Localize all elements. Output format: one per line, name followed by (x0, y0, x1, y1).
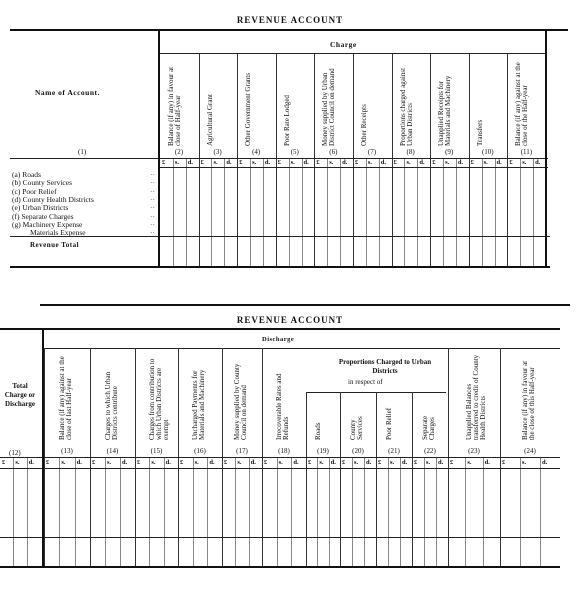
rule (436, 457, 437, 566)
rule (40, 304, 570, 306)
unit-label: £ (264, 459, 268, 466)
rule (533, 158, 534, 266)
rule (327, 158, 328, 266)
top-col-header-2: Balance (if any) in favour at close of Half-year (167, 66, 182, 146)
rule (412, 392, 413, 566)
unit-label: £ (162, 159, 166, 166)
rule (340, 158, 341, 266)
bottom-col-num-19: (19) (317, 447, 329, 455)
rule (417, 158, 418, 266)
top-col-header-11: Balance (if any) against at the close of the Half-year (514, 62, 530, 146)
row-leader: ·· (150, 170, 155, 179)
rule (160, 167, 548, 168)
rule (207, 457, 208, 566)
proportions-header: Proportions Charged to Urban Districts (338, 358, 432, 375)
top-col-header-8: Proportions charged against Urban Districts (398, 67, 414, 146)
unit-label: £ (239, 159, 243, 166)
rule (353, 54, 354, 266)
rule (164, 457, 165, 566)
bottom-col-num-17: (17) (236, 447, 248, 455)
bottom-col-num-22: (22) (424, 447, 436, 455)
bottom-col-num-21: (21) (388, 447, 400, 455)
rule (120, 457, 121, 566)
unit-label: £ (308, 459, 312, 466)
unit-label: £ (414, 459, 418, 466)
unit-label: d. (303, 159, 309, 166)
top-col-num-7: (7) (367, 148, 377, 156)
row-leader: ·· (150, 186, 155, 196)
top-col-num-9: (9) (445, 148, 454, 156)
rule (540, 457, 541, 566)
bottom-col-header-19: Roads (314, 422, 322, 440)
bottom-col-header-21: Poor Relief (385, 407, 393, 440)
unit-label: s. (522, 159, 527, 166)
account-row-0: (a) Roads (12, 170, 41, 179)
unit-label: £ (342, 459, 346, 466)
unit-label: d. (122, 459, 128, 466)
unit-label: £ (470, 159, 475, 166)
unit-label: d. (380, 159, 386, 166)
rule (507, 54, 508, 266)
rule (302, 158, 303, 266)
rule (424, 457, 425, 566)
unit-label: s. (329, 159, 334, 166)
rule (483, 457, 484, 566)
account-row-6: (g) Machinery Expense (12, 219, 83, 229)
rule (249, 457, 250, 566)
top-col-num-4: (4) (252, 148, 261, 156)
total-charge-header: Total Charge or Discharge (4, 382, 36, 408)
account-row-5: (f) Separate Charges (12, 211, 74, 221)
rule (211, 158, 212, 266)
unit-label: d. (226, 159, 232, 166)
rule (291, 457, 292, 566)
unit-label: d. (76, 459, 82, 466)
unit-label: £ (509, 159, 513, 166)
account-row-3: (d) County Health Districts (12, 194, 94, 204)
rule (469, 54, 470, 266)
rule (317, 457, 318, 566)
rule (314, 54, 315, 266)
rule (10, 29, 568, 31)
bottom-col-num-24: (24) (524, 447, 536, 455)
rule (400, 457, 401, 566)
unit-label: £ (502, 459, 506, 466)
unit-label: s. (107, 459, 112, 466)
account-row-1: (b) County Services (12, 178, 72, 188)
rule (520, 457, 521, 566)
rule (0, 468, 560, 469)
unit-label: £ (432, 159, 436, 166)
rule (10, 236, 550, 237)
unit-label: s. (278, 459, 283, 466)
unit-label: £ (200, 159, 204, 166)
bottom-title: REVENUE ACCOUNT (236, 315, 344, 325)
rule (366, 158, 367, 266)
rule (10, 266, 550, 268)
rule (235, 457, 236, 566)
rule (75, 457, 76, 566)
rule (340, 392, 341, 566)
rule (545, 30, 547, 268)
unit-label: £ (355, 159, 359, 166)
unit-label: d. (187, 159, 193, 166)
rule (277, 457, 278, 566)
rule (392, 54, 393, 266)
rule (186, 158, 187, 266)
rule (388, 457, 389, 566)
unit-label: d. (342, 159, 348, 166)
unit-label: s. (406, 159, 411, 166)
unit-label: d. (542, 459, 548, 466)
unit-label: d. (484, 459, 490, 466)
bottom-col-num-18: (18) (278, 447, 290, 455)
name-of-account-header: Name of Account. (35, 88, 100, 97)
rule (173, 158, 174, 266)
unit-label: d. (419, 159, 425, 166)
bottom-col-header-24: Balance (if any) in favour at the close of this Half-year (521, 360, 536, 440)
bottom-col-num-13: (13) (61, 447, 73, 455)
account-row-7: Materials Expense (30, 228, 86, 238)
unit-label: s. (445, 159, 450, 166)
unit-label: s. (483, 159, 488, 166)
unit-label: d. (28, 459, 34, 466)
rule (465, 457, 466, 566)
unit-label: s. (61, 459, 66, 466)
rule (13, 457, 14, 566)
rule (158, 30, 160, 268)
unit-label: s. (237, 459, 242, 466)
rule (105, 457, 106, 566)
rule (0, 537, 560, 538)
row-leader: ·· (150, 203, 155, 213)
unit-label: £ (2, 459, 6, 466)
rule (364, 457, 365, 566)
top-col-header-4: Other Government Grants (244, 72, 253, 146)
name-col-num: (1) (78, 148, 87, 156)
unit-label: d. (438, 459, 444, 466)
unit-label: s. (174, 159, 180, 166)
unit-label: s. (151, 459, 156, 466)
unit-label: d. (496, 159, 502, 166)
unit-label: £ (46, 459, 50, 466)
rule (404, 158, 405, 266)
unit-label: d. (330, 459, 336, 466)
bottom-col-num-14: (14) (106, 447, 119, 455)
account-row-2: (c) Poor Relief (12, 186, 57, 196)
bottom-col-header-16: Uncharged Payments for Materials and Machinery (191, 369, 206, 440)
unit-label: s. (467, 459, 472, 466)
unit-label: d. (457, 159, 464, 166)
unit-label: d. (250, 459, 256, 466)
account-row-4: (e) Urban Districts (12, 203, 69, 213)
bottom-col-num-16: (16) (194, 447, 206, 455)
unit-label: s. (290, 159, 295, 166)
revenue-total-label: Revenue Total (30, 241, 80, 249)
row-leader: ·· (150, 178, 155, 188)
unit-label: s. (367, 159, 373, 166)
unit-label: s. (426, 459, 431, 466)
bottom-col-num-15: (15) (150, 447, 163, 455)
row-leader: ·· (150, 211, 155, 221)
unit-label: £ (277, 159, 282, 166)
unit-label: s. (390, 459, 395, 466)
unit-label: d. (293, 459, 299, 466)
top-col-header-6: Money supplied by Urban District Council on demand (321, 68, 337, 146)
top-col-header-5: Poor Rate Lodged (282, 95, 291, 146)
top-col-num-3: (3) (213, 148, 222, 156)
rule (430, 54, 431, 266)
rule (263, 158, 264, 266)
unit-label: d. (165, 459, 171, 466)
rule (289, 158, 290, 266)
unit-label: s. (252, 159, 257, 166)
rule (224, 158, 225, 266)
top-col-num-6: (6) (329, 148, 338, 156)
unit-label: £ (378, 459, 382, 466)
row-leader: ·· (150, 219, 155, 229)
rule (0, 328, 560, 330)
bottom-col-header-15: Charges from contribution to which Urban Districts are exempt (147, 358, 170, 440)
top-col-num-8: (8) (406, 148, 415, 156)
in-respect-of: in respect of (348, 378, 383, 386)
top-col-num-5: (5) (290, 148, 299, 156)
top-col-header-9: Unapplied Receipts for Materials and Machinery (437, 75, 453, 146)
rule (456, 158, 457, 266)
rule (10, 158, 548, 159)
unit-label: £ (450, 459, 454, 466)
unit-label: d. (535, 159, 541, 166)
top-title: REVENUE ACCOUNT (236, 15, 344, 25)
unit-label: £ (224, 459, 228, 466)
rule (329, 457, 330, 566)
top-col-header-10: Transfers (475, 119, 484, 146)
bottom-col-header-22: Separate Charges (421, 415, 436, 440)
rule (520, 158, 521, 266)
rule (237, 54, 238, 266)
rule (42, 329, 44, 567)
top-col-num-2: (2) (174, 148, 184, 156)
unit-label: s. (354, 459, 359, 466)
bottom-col-header-13: Balance (if any) against at the close of last Half-year (58, 356, 73, 440)
unit-label: d. (366, 459, 372, 466)
unit-label: s. (194, 459, 199, 466)
rule (379, 158, 380, 266)
unit-label: s. (15, 459, 20, 466)
rule (0, 457, 560, 458)
unit-label: £ (393, 159, 397, 166)
total-charge-num: (12) (9, 449, 21, 457)
unit-label: s. (522, 459, 527, 466)
discharge-label: Discharge (262, 336, 295, 343)
rule (495, 158, 496, 266)
unit-label: s. (213, 159, 218, 166)
unit-label: £ (137, 459, 141, 466)
unit-label: £ (180, 459, 184, 466)
unit-label: d. (264, 159, 271, 166)
row-leader: ·· (150, 228, 155, 238)
rule (149, 457, 150, 566)
bottom-col-header-18: Irrecoverable Rates and Refunds (275, 373, 290, 440)
rule (193, 457, 194, 566)
bottom-col-header-23: Unapplied Balances transferred to credit of County Health Districts (465, 354, 487, 440)
charge-label: Charge (330, 40, 357, 49)
rule (376, 392, 377, 566)
rule (59, 457, 60, 566)
unit-label: £ (316, 159, 320, 166)
bottom-col-header-14: Charges to which Urban Districts contribute (103, 371, 119, 440)
row-leader: ·· (150, 194, 155, 204)
rule (306, 392, 307, 566)
bottom-col-header-20: County Services (349, 416, 364, 440)
rule (199, 54, 200, 266)
top-col-num-10: (10) (481, 148, 494, 156)
unit-label: s. (319, 459, 324, 466)
bottom-col-header-17: Money supplied by County Council on demand (233, 363, 248, 440)
unit-label: d. (402, 459, 408, 466)
rule (276, 54, 277, 266)
rule (0, 566, 560, 568)
top-col-header-7: Other Receipts (360, 104, 368, 146)
rule (44, 348, 560, 349)
rule (352, 457, 353, 566)
rule (482, 158, 483, 266)
bottom-col-num-23: (23) (468, 447, 480, 455)
rule (250, 158, 251, 266)
top-col-header-3: Agricultural Grant (205, 94, 214, 146)
top-col-num-11: (11) (520, 148, 533, 156)
bottom-col-num-20: (20) (352, 447, 364, 455)
unit-label: £ (92, 459, 96, 466)
rule (443, 158, 444, 266)
unit-label: d. (209, 459, 215, 466)
rule (27, 457, 28, 566)
